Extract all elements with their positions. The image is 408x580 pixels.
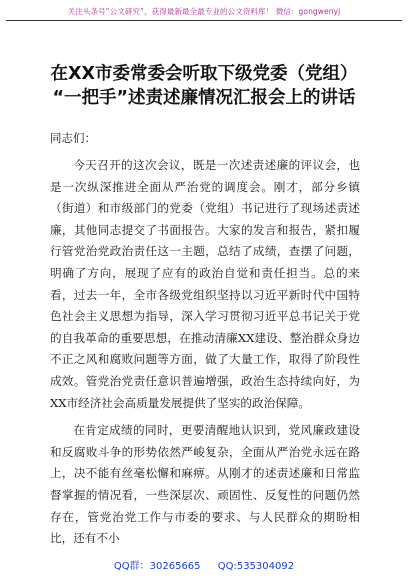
document-title bbox=[0, 62, 408, 110]
salutation: 同志们： bbox=[50, 131, 96, 145]
document-body bbox=[50, 155, 360, 556]
title-line-2: “一把手”述责述廉情况汇报会上的讲话 bbox=[52, 88, 356, 108]
qq-group-text: QQ群：30265665 bbox=[113, 561, 201, 572]
header-banner: 关注头条号“公文研究”，获得最新最全最专业的公文资料库！ 微信：gongwenyj bbox=[67, 7, 341, 16]
header-divider bbox=[6, 20, 402, 21]
title-line-1: 在XX市委常委会听取下级党委（党组） bbox=[50, 64, 358, 84]
qq-text: QQ:535304092 bbox=[217, 561, 295, 572]
paragraph-2: 在肯定成绩的同时，更要清醒地认识到，党风廉政建设和反腐败斗争的形势依然严峻复杂，全面从严治党永远在路上，决不能有丝毫松懈和麻痹。从刚才的述责述廉和日常监督掌握的情况看，一些深层次、顽固性、反复性的问题仍然存在，管党治党工作与市委的要求、与人民群众的期盼相比，还有不小 bbox=[50, 423, 360, 546]
footer-contact bbox=[0, 557, 408, 572]
paragraph-1: 今天召开的这次会议，既是一次述责述廉的评议会，也是一次纵深推进全面从严治党的调度会。刚才，部分乡镇（街道）和市级部门的党委（党组）书记进行了现场述责述廉，其他同志提交了书面报告。大家的发言和报告，紧扣履行管党治党政治责任这一主题，总结了成绩，查摆了问题，明确了方向，展现了应有的政治自觉和责任担当。总的来看，过去一年，全市各级党组织坚持以习近平新时代中国特色社会主义思想为指导，深入学习贯彻习近平总书记关于党的自我革命的重要思想，在推动清廉XX建设、整治群众身边不正之风和腐败问题等方面，做了大量工作，取得了阶段性成效。管党治党责任意识普遍增强，政治生态持续向好，为XX市经济社会高质量发展提供了坚实的政治保障。 bbox=[50, 158, 360, 410]
